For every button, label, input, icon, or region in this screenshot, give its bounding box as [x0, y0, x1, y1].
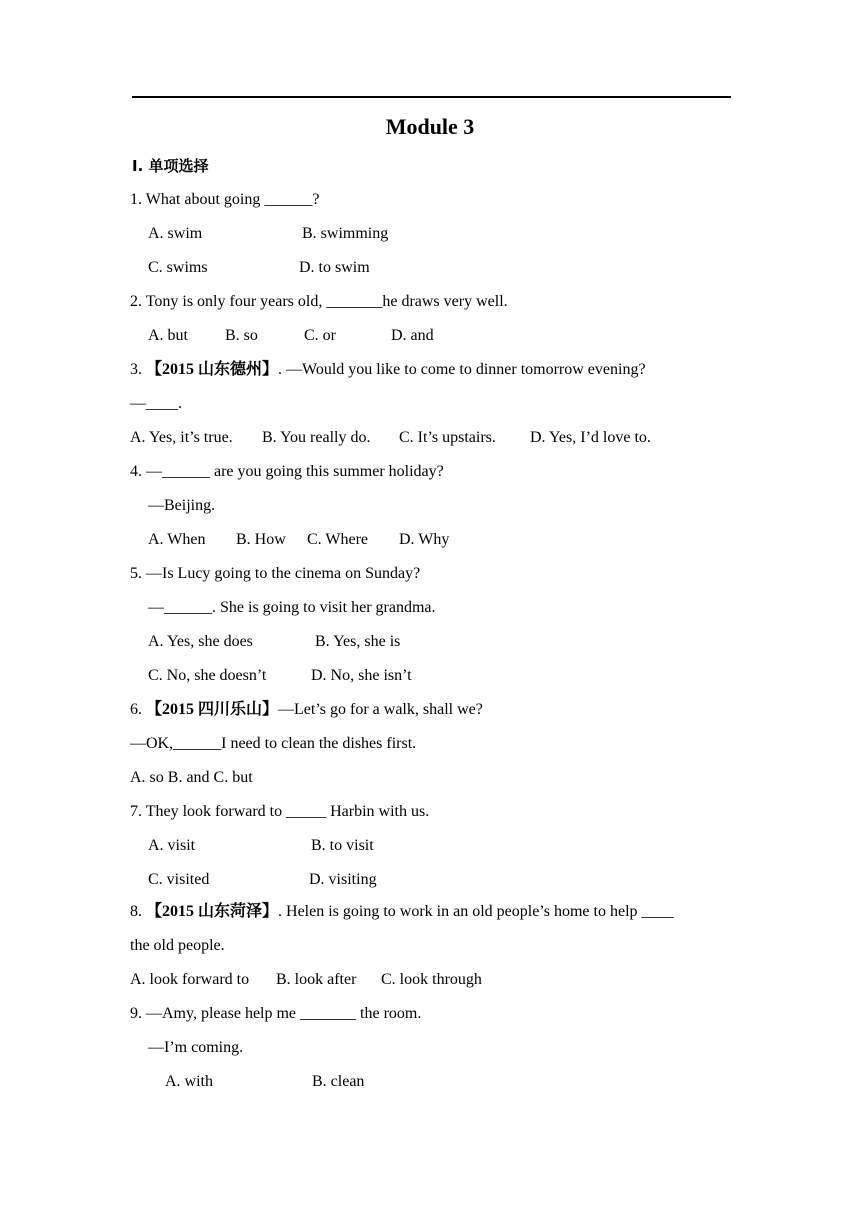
- question-2-option-b: B. so: [225, 327, 258, 344]
- page-title: Module 3: [385, 114, 475, 139]
- question-2-stem: 2. Tony is only four years old, _______he draws very well.: [130, 293, 508, 310]
- question-3-answer-line: —____.: [130, 395, 182, 412]
- question-9-stem: 9. —Amy, please help me _______ the room.: [130, 1005, 422, 1022]
- question-7-option-c: C. visited: [148, 871, 210, 888]
- question-8-stem-cont: the old people.: [130, 937, 225, 954]
- question-3-number: 3.: [130, 361, 142, 378]
- question-6-stem-line: [130, 700, 483, 720]
- question-3-option-d: D. Yes, I’d love to.: [530, 429, 651, 446]
- question-3-stem-line: [130, 360, 646, 380]
- question-3-stem: . —Would you like to come to dinner tomorrow evening?: [278, 361, 646, 378]
- question-5-option-a: A. Yes, she does: [148, 633, 253, 650]
- question-9-option-a: A. with: [165, 1073, 213, 1090]
- question-2-option-c: C. or: [304, 327, 336, 344]
- question-5-answer-line: —______. She is going to visit her grandma.: [148, 599, 436, 616]
- question-1-option-d: D. to swim: [299, 259, 370, 276]
- question-3-option-c: C. It’s upstairs.: [399, 429, 496, 446]
- question-6-answer-line: —OK,______I need to clean the dishes first.: [130, 735, 417, 752]
- question-7-option-d: D. visiting: [309, 871, 377, 888]
- question-7-stem: 7. They look forward to _____ Harbin with us.: [130, 803, 430, 820]
- question-5-option-d: D. No, she isn’t: [311, 667, 412, 684]
- question-4-option-d: D. Why: [399, 531, 450, 548]
- question-7-option-b: B. to visit: [311, 837, 374, 854]
- question-4-option-a: A. When: [148, 531, 206, 548]
- header-rule: [132, 96, 731, 98]
- question-4-answer-line: —Beijing.: [148, 497, 216, 514]
- question-8-option-b: B. look after: [276, 971, 357, 988]
- question-3-source: 【2015 山东德州】: [146, 361, 279, 378]
- question-6-source: 【2015 四川乐山】: [146, 701, 279, 718]
- section-heading: Ⅰ. 单项选择: [132, 157, 209, 175]
- question-1-stem: 1. What about going ______?: [130, 191, 320, 208]
- question-1-option-b: B. swimming: [302, 225, 389, 242]
- question-8-stem-line: [130, 902, 674, 922]
- question-2-option-d: D. and: [391, 327, 434, 344]
- question-4-option-c: C. Where: [307, 531, 369, 548]
- question-6-options: A. so B. and C. but: [130, 769, 253, 786]
- question-5-option-c: C. No, she doesn’t: [148, 667, 267, 684]
- question-9-option-b: B. clean: [312, 1073, 365, 1090]
- question-7-option-a: A. visit: [148, 837, 196, 854]
- question-6-number: 6.: [130, 701, 142, 718]
- question-5-option-b: B. Yes, she is: [315, 633, 401, 650]
- question-8-option-c: C. look through: [381, 971, 482, 988]
- question-8-source: 【2015 山东菏泽】: [146, 903, 279, 920]
- question-8-number: 8.: [130, 903, 142, 920]
- question-1-option-a: A. swim: [148, 225, 203, 242]
- question-5-stem: 5. —Is Lucy going to the cinema on Sunday?: [130, 565, 421, 582]
- question-9-answer-line: —I’m coming.: [148, 1039, 244, 1056]
- question-4-stem: 4. —______ are you going this summer holiday?: [130, 463, 444, 480]
- question-3-option-b: B. You really do.: [262, 429, 371, 446]
- question-4-option-b: B. How: [236, 531, 286, 548]
- question-8-stem: . Helen is going to work in an old people’s home to help ____: [278, 903, 674, 920]
- question-6-stem: —Let’s go for a walk, shall we?: [278, 701, 483, 718]
- question-1-option-c: C. swims: [148, 259, 208, 276]
- question-2-option-a: A. but: [148, 327, 188, 344]
- question-3-option-a: A. Yes, it’s true.: [130, 429, 233, 446]
- question-8-option-a: A. look forward to: [130, 971, 250, 988]
